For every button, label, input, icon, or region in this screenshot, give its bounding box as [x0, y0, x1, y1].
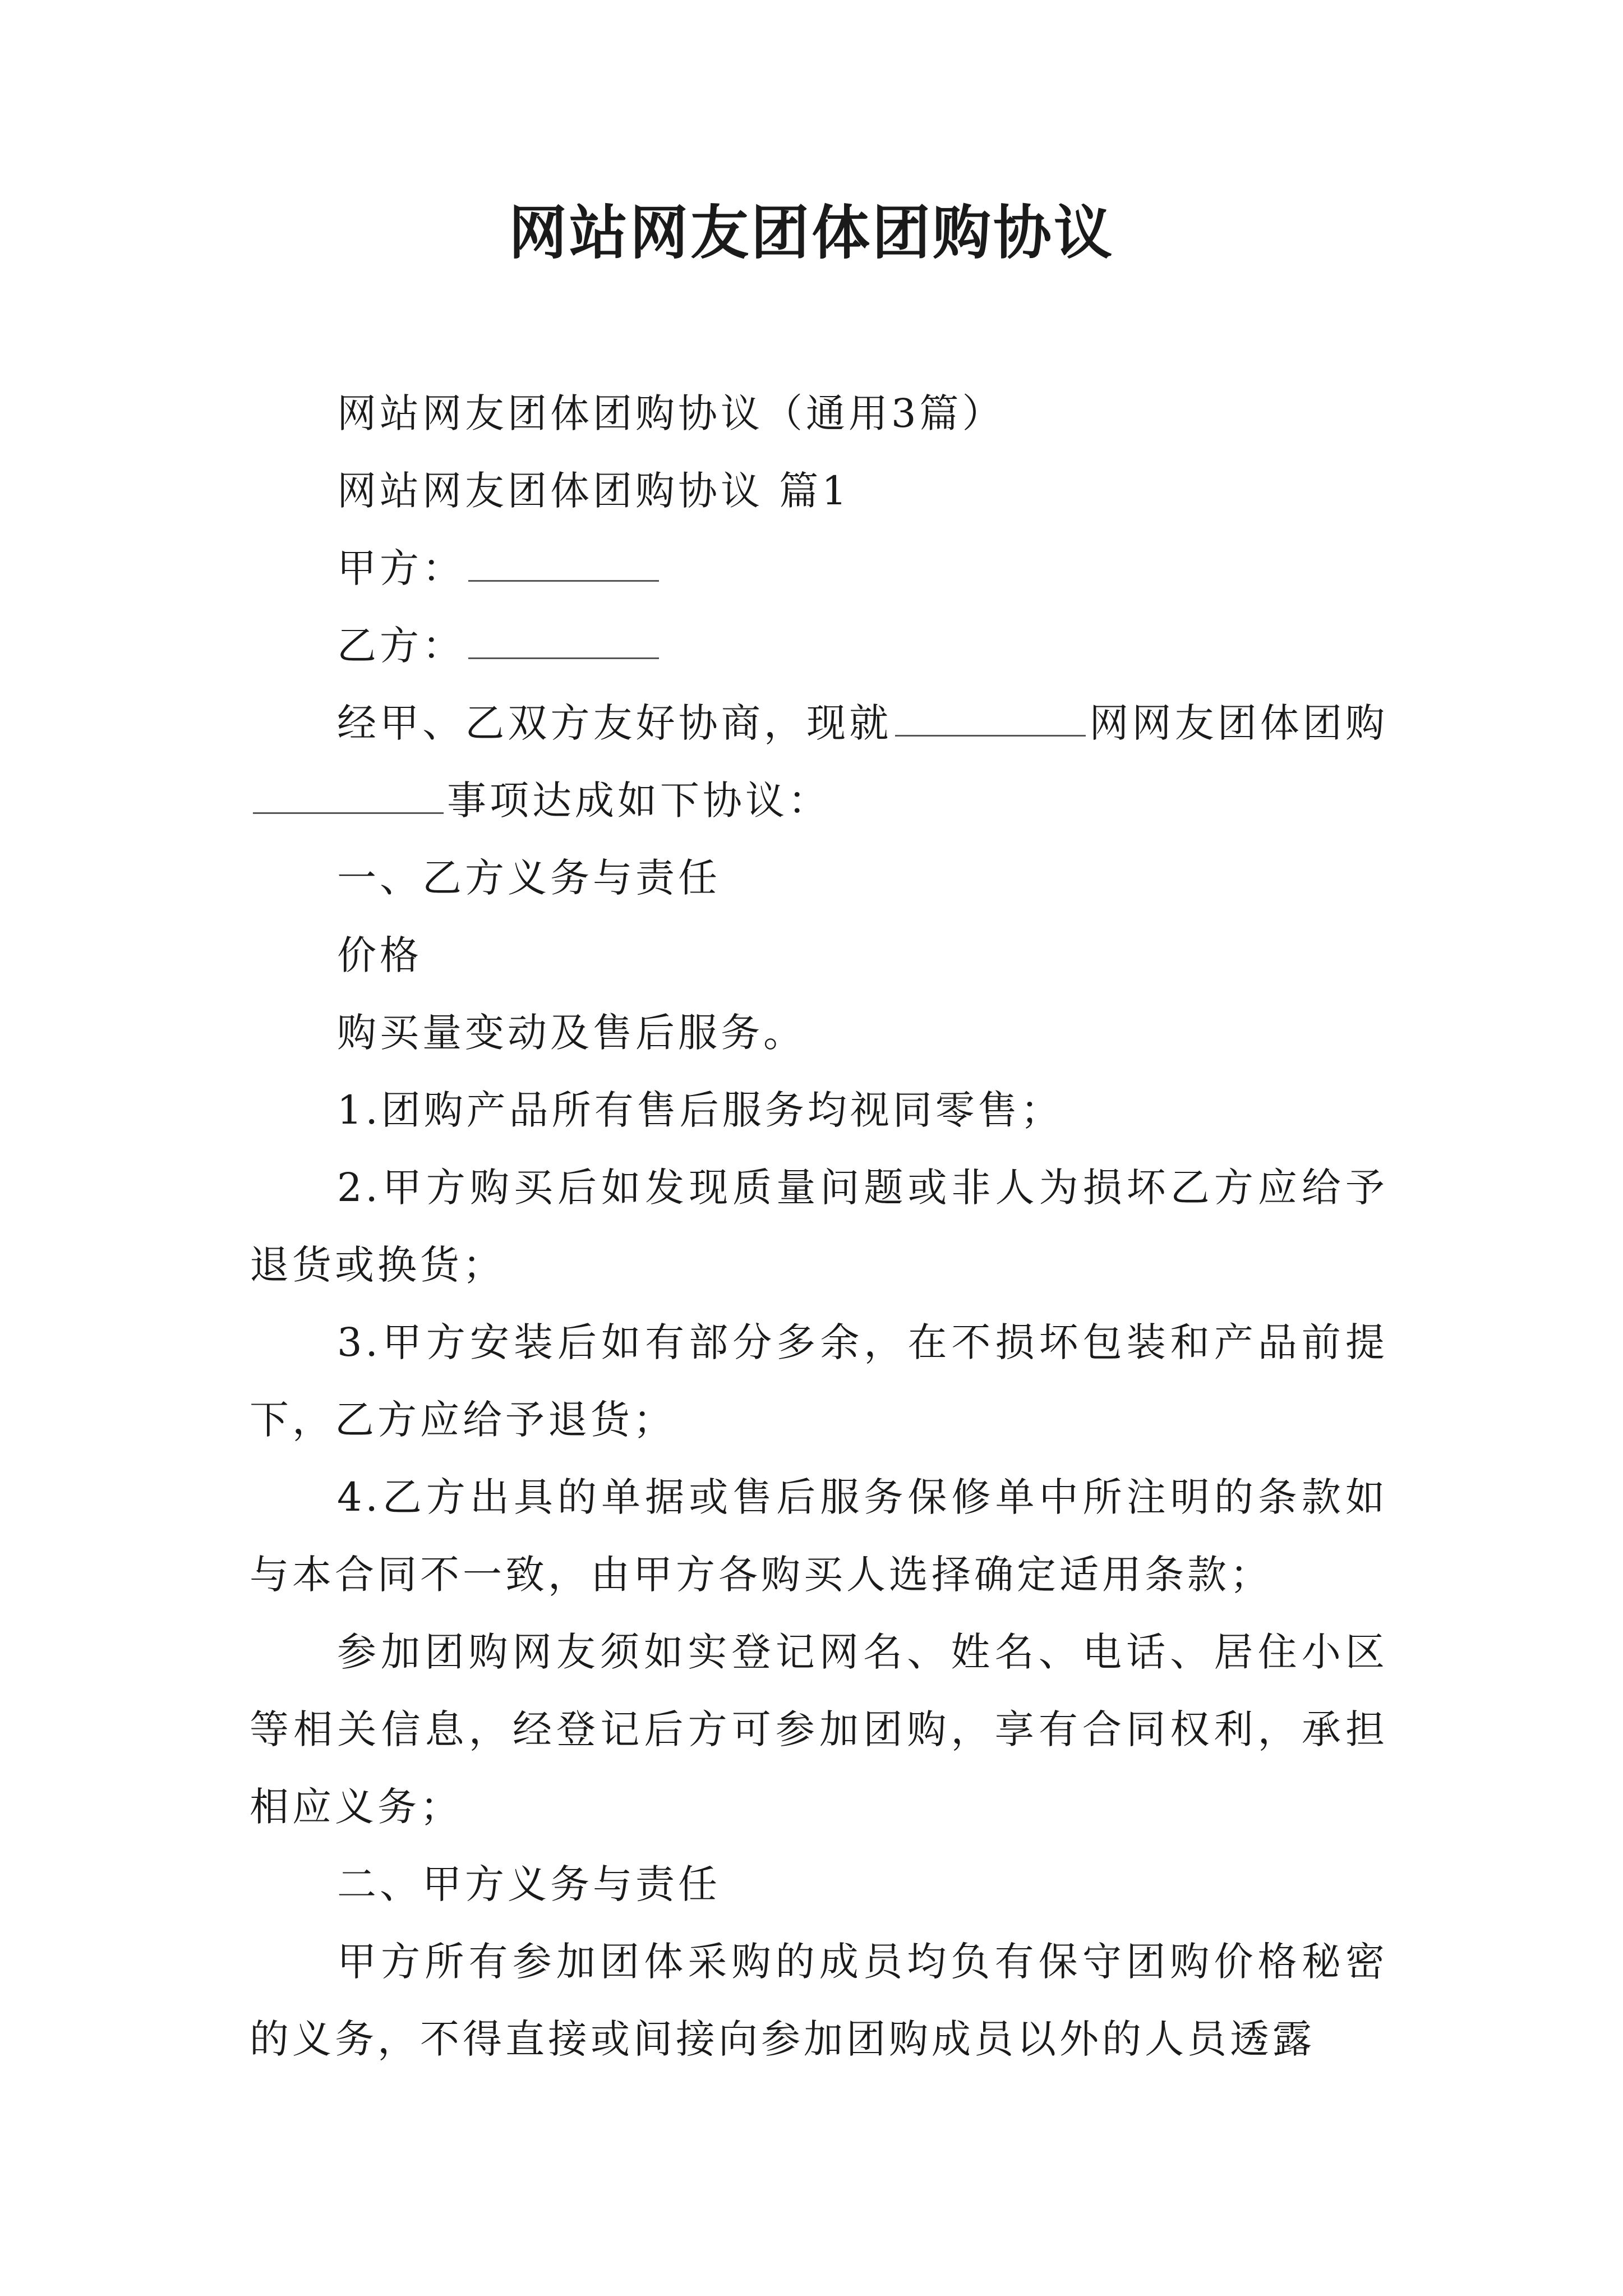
- document-title: 网站网友团体团购协议: [508, 198, 1114, 267]
- party-b-label: 乙方：: [337, 623, 465, 669]
- paragraph: 购买量变动及售后服务。: [337, 1010, 806, 1056]
- intro-text-3: 事项达成如下协议：: [447, 777, 831, 823]
- paragraph: 甲方所有参加团体采购的成员均负有保守团购价格秘密的义务，不得直接或间接向参加团购成员以外的人员透露: [250, 1939, 1388, 2062]
- document-subtitle: 网站网友团体团购协议（通用3篇）: [337, 390, 1005, 436]
- intro-blank-1: [895, 703, 1086, 737]
- paragraph: 4.乙方出具的单据或售后服务保修单中所注明的条款如与本合同不一致，由甲方各购买人选择确定适用条款；: [250, 1474, 1388, 1598]
- paragraph: 3.甲方安装后如有部分多余，在不损坏包装和产品前提下，乙方应给予退货；: [250, 1319, 1388, 1443]
- section-heading: 网站网友团体团购协议 篇1: [337, 468, 850, 514]
- party-a-blank: [468, 549, 659, 582]
- party-b-line: [250, 607, 1388, 684]
- intro-paragraph: [250, 684, 1388, 839]
- paragraph: 价格: [337, 932, 422, 978]
- intro-blank-2: [253, 781, 444, 814]
- party-a-line: [250, 530, 1388, 607]
- party-b-blank: [468, 626, 659, 659]
- party-a-label: 甲方：: [337, 545, 465, 591]
- document-body: [250, 375, 1388, 2078]
- paragraph: 1.团购产品所有售后服务均视同零售；: [337, 1087, 1063, 1133]
- paragraph: 二、甲方义务与责任: [337, 1861, 721, 1907]
- paragraph: 参加团购网友须如实登记网名、姓名、电话、居住小区等相关信息，经登记后方可参加团购，享有合同权利，承担相应义务；: [250, 1629, 1388, 1830]
- paragraph: 一、乙方义务与责任: [337, 855, 721, 901]
- paragraph: 2.甲方购买后如发现质量问题或非人为损坏乙方应给予退货或换货；: [250, 1165, 1388, 1288]
- intro-text-1: 经甲、乙双方友好协商，现就: [337, 700, 892, 746]
- intro-text-2: 网网友团体团购: [1089, 700, 1389, 746]
